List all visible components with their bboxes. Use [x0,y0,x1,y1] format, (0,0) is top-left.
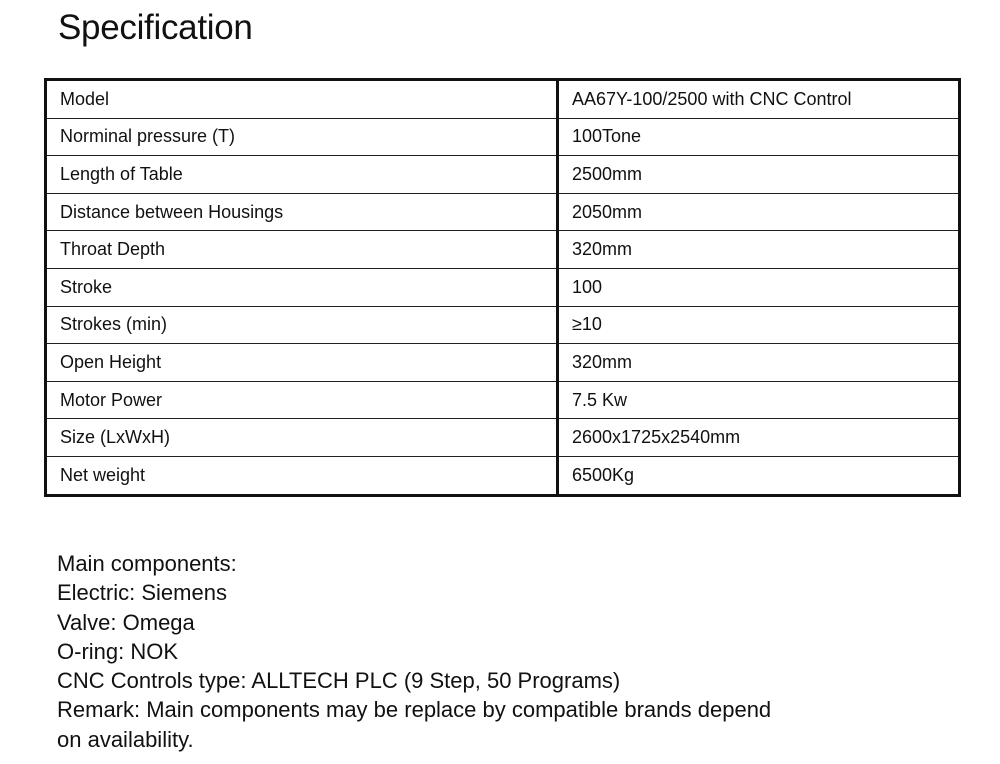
spec-value: 6500Kg [558,456,960,495]
spec-label: Open Height [46,344,558,382]
notes-line-o-ring: O-ring: NOK [57,638,179,664]
table-row [46,193,960,231]
spec-value: 2500mm [558,156,960,194]
spec-label: Throat Depth [46,231,558,269]
spec-value: 7.5 Kw [558,381,960,419]
spec-value: 320mm [558,344,960,382]
spec-label: Length of Table [46,156,558,194]
specification-table [44,78,961,497]
spec-value: 100Tone [558,118,960,156]
notes-line-cnc-controls: CNC Controls type: ALLTECH PLC (9 Step, 50 Programs) [57,668,621,694]
table-row [46,118,960,156]
spec-label: Net weight [46,456,558,495]
spec-label: Stroke [46,268,558,306]
table-row [46,80,960,119]
spec-label: Norminal pressure (T) [46,118,558,156]
spec-label: Strokes (min) [46,306,558,344]
page-title: Specification [58,8,253,47]
spec-label: Model [46,80,558,119]
notes-line-remark: Remark: Main components may be replace by compatible brands depend [57,697,772,723]
notes-line-valve: Valve: Omega [57,609,195,635]
components-notes [57,549,771,754]
spec-value: 320mm [558,231,960,269]
spec-value: 100 [558,268,960,306]
table-row [46,306,960,344]
spec-label: Distance between Housings [46,193,558,231]
notes-line-electric: Electric: Siemens [57,580,227,606]
spec-value: 2600x1725x2540mm [558,419,960,457]
spec-value: ≥10 [558,306,960,344]
notes-heading: Main components: [57,551,237,576]
table-row [46,156,960,194]
spec-value: AA67Y-100/2500 with CNC Control [558,80,960,119]
table-row [46,456,960,495]
table-row [46,231,960,269]
table-row [46,268,960,306]
notes-line-remark-continued: on availability. [57,726,194,752]
spec-label: Motor Power [46,381,558,419]
table-row [46,381,960,419]
spec-value: 2050mm [558,193,960,231]
table-row [46,344,960,382]
spec-label: Size (LxWxH) [46,419,558,457]
table-row [46,419,960,457]
